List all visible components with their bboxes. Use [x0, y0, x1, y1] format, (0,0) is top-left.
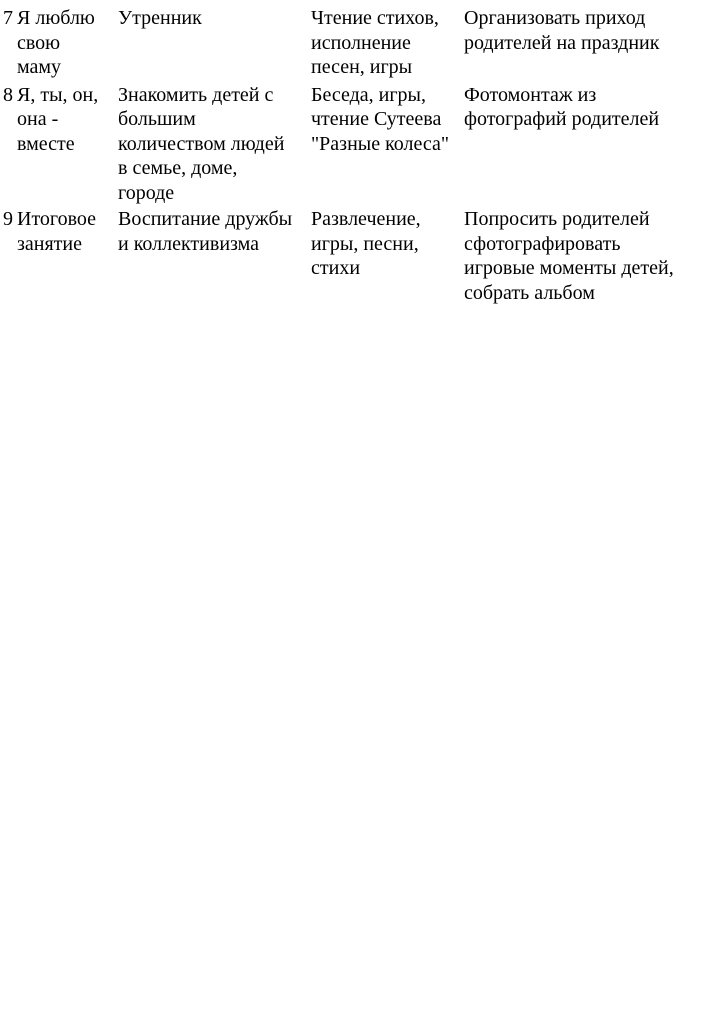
topic-cell: Итоговое занятие [17, 208, 97, 255]
goal-cell: Знакомить детей с большим количеством людей в семье, доме, городе [118, 83, 285, 204]
table-row [0, 6, 704, 80]
table-row [0, 83, 704, 206]
topic-cell: Я, ты, он, она - вместе [17, 83, 99, 155]
parent-work-cell: Фотомонтаж из фотографий родителей [464, 83, 660, 130]
parent-work-cell: Попросить родителей сфотографировать игровые моменты детей, собрать альбом [464, 208, 674, 304]
row-number: 7 [3, 7, 13, 29]
row-number: 9 [3, 208, 13, 230]
topic-cell: Я люблю свою маму [17, 7, 95, 78]
row-number: 8 [3, 83, 13, 106]
parent-work-cell: Организовать приход родителей на праздник [464, 7, 660, 54]
plan-table [0, 6, 704, 305]
goal-cell: Утренник [118, 7, 202, 29]
form-cell: Беседа, игры, чтение Сутеева "Разные колеса" [311, 83, 450, 155]
form-cell: Развлечение, игры, песни, стихи [311, 208, 421, 279]
table-row [0, 207, 704, 305]
goal-cell: Воспитание дружбы и коллективизма [118, 208, 293, 255]
form-cell: Чтение стихов, исполнение песен, игры [311, 7, 439, 78]
